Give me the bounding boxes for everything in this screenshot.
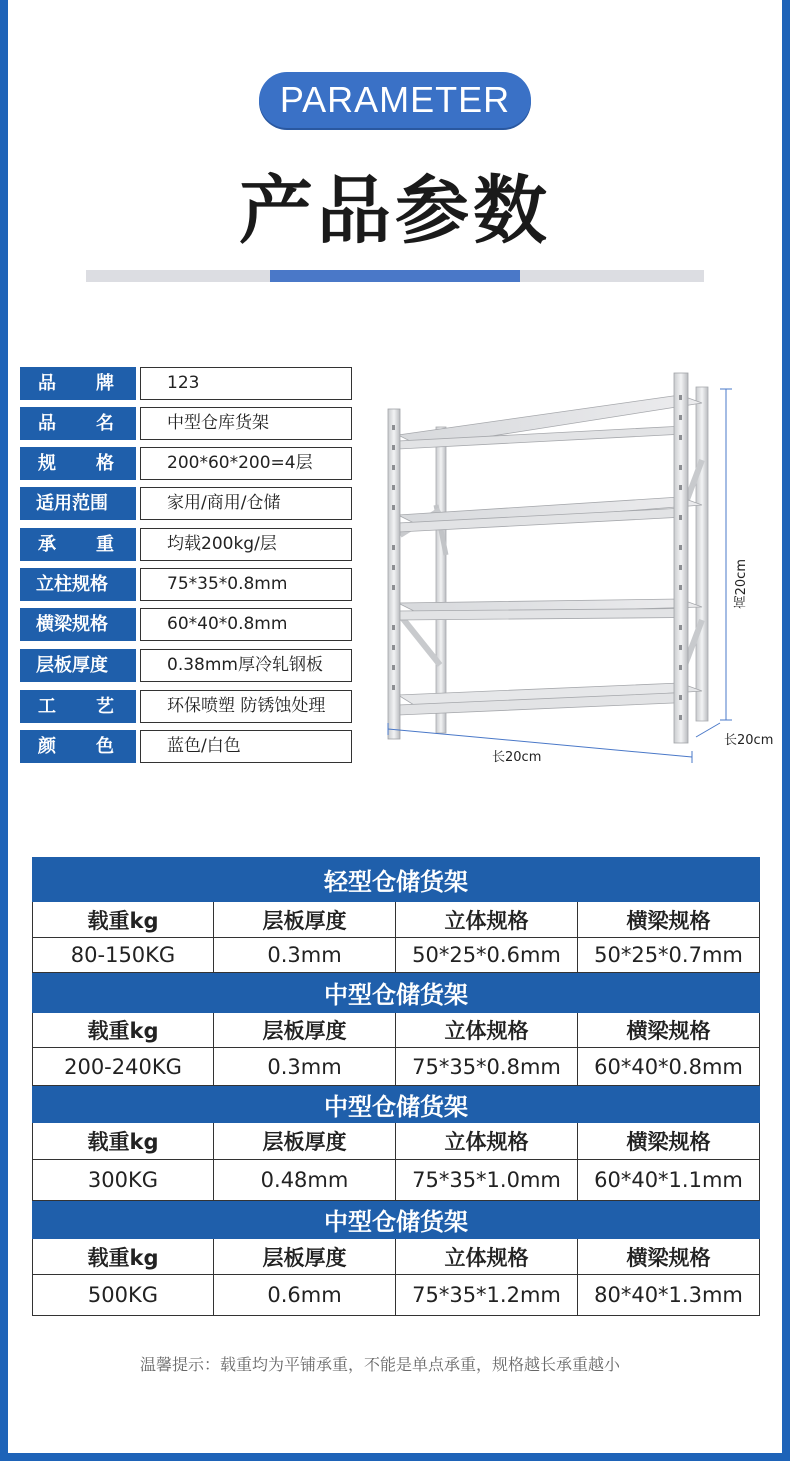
spec-value: 家用/商用/仓储 (140, 487, 352, 520)
table-cell: 50*25*0.7mm (578, 938, 760, 973)
parameter-badge: PARAMETER (259, 72, 531, 128)
section-header (33, 1201, 760, 1239)
column-header-row (33, 1123, 760, 1160)
table-cell: 300KG (33, 1160, 214, 1201)
section-header (33, 858, 760, 902)
column-header: 立体规格 (396, 1013, 578, 1048)
section-title: 中型仓储货架 (33, 973, 760, 1013)
spec-value: 0.38mm厚冷轧钢板 (140, 649, 352, 682)
spec-value: 123 (140, 367, 352, 400)
spec-value: 75*35*0.8mm (140, 568, 352, 601)
table-cell: 75*35*0.8mm (396, 1048, 578, 1086)
table-cell: 0.3mm (214, 938, 396, 973)
table-cell: 60*40*1.1mm (578, 1160, 760, 1201)
column-header: 横梁规格 (578, 1013, 760, 1048)
column-header: 横梁规格 (578, 902, 760, 938)
table-cell: 80-150KG (33, 938, 214, 973)
tips-note: 温馨提示：载重均为平铺承重，不能是单点承重，规格越长承重越小 (139, 1355, 620, 1374)
table-cell: 50*25*0.6mm (396, 938, 578, 973)
table-cell: 0.3mm (214, 1048, 396, 1086)
height-dimension-label: 高20cm (734, 559, 749, 609)
column-header-row (33, 902, 760, 938)
length-dimension-label: 长20cm (492, 750, 542, 765)
table-row (33, 1160, 760, 1201)
column-header: 层板厚度 (214, 902, 396, 938)
spec-value: 中型仓库货架 (140, 407, 352, 440)
spec-value: 200*60*200=4层 (140, 447, 352, 480)
column-header: 层板厚度 (214, 1013, 396, 1048)
section-title: 中型仓储货架 (33, 1086, 760, 1123)
table-cell: 500KG (33, 1275, 214, 1316)
table-cell: 0.6mm (214, 1275, 396, 1316)
spec-row-beam (20, 608, 352, 641)
spec-value: 60*40*0.8mm (140, 608, 352, 641)
spec-label: 立柱规格 (20, 568, 136, 601)
spec-row-column (20, 568, 352, 601)
table-row (33, 1275, 760, 1316)
section-header (33, 1086, 760, 1123)
shelf-drawing (380, 365, 790, 775)
spec-row-shelf-thickness (20, 649, 352, 682)
depth-dimension-label: 长20cm (724, 733, 774, 748)
spec-row-usage (20, 487, 352, 520)
divider-left (86, 270, 270, 282)
column-header: 层板厚度 (214, 1123, 396, 1160)
column-header: 横梁规格 (578, 1123, 760, 1160)
spec-row-size (20, 447, 352, 480)
column-header: 立体规格 (396, 1123, 578, 1160)
spec-row-brand (20, 367, 352, 400)
column-header: 层板厚度 (214, 1239, 396, 1275)
table-cell: 60*40*0.8mm (578, 1048, 760, 1086)
section-title: 中型仓储货架 (33, 1201, 760, 1239)
column-header: 载重kg (33, 1123, 214, 1160)
spec-label: 适用范围 (20, 487, 136, 520)
table-row (33, 1048, 760, 1086)
column-header-row (33, 1013, 760, 1048)
divider-center (270, 270, 520, 282)
spec-row-color (20, 730, 352, 763)
page-title: 产品参数 (239, 168, 551, 254)
spec-value: 均载200kg/层 (140, 528, 352, 561)
spec-label: 承 重 (20, 528, 136, 561)
column-header: 横梁规格 (578, 1239, 760, 1275)
table-cell: 200-240KG (33, 1048, 214, 1086)
table-cell: 0.48mm (214, 1160, 396, 1201)
column-header-row (33, 1239, 760, 1275)
column-header: 立体规格 (396, 1239, 578, 1275)
column-header: 载重kg (33, 1013, 214, 1048)
column-header: 立体规格 (396, 902, 578, 938)
table-cell: 75*35*1.0mm (396, 1160, 578, 1201)
divider-right (520, 270, 704, 282)
spec-row-name (20, 407, 352, 440)
spec-label: 颜 色 (20, 730, 136, 763)
section-title: 轻型仓储货架 (33, 858, 760, 902)
spec-label: 品 名 (20, 407, 136, 440)
table-cell: 75*35*1.2mm (396, 1275, 578, 1316)
table-cell: 80*40*1.3mm (578, 1275, 760, 1316)
spec-label: 品 牌 (20, 367, 136, 400)
spec-label: 规 格 (20, 447, 136, 480)
column-header: 载重kg (33, 1239, 214, 1275)
table-row (33, 938, 760, 973)
frame-bottom-border (0, 1453, 790, 1461)
column-header: 载重kg (33, 902, 214, 938)
spec-label: 层板厚度 (20, 649, 136, 682)
shelf-illustration (380, 365, 790, 775)
section-header (33, 973, 760, 1013)
spec-row-process (20, 690, 352, 723)
spec-label: 工 艺 (20, 690, 136, 723)
spec-table (32, 857, 760, 1316)
spec-row-load (20, 528, 352, 561)
spec-value: 环保喷塑 防锈蚀处理 (140, 690, 352, 723)
spec-label: 横梁规格 (20, 608, 136, 641)
spec-value: 蓝色/白色 (140, 730, 352, 763)
